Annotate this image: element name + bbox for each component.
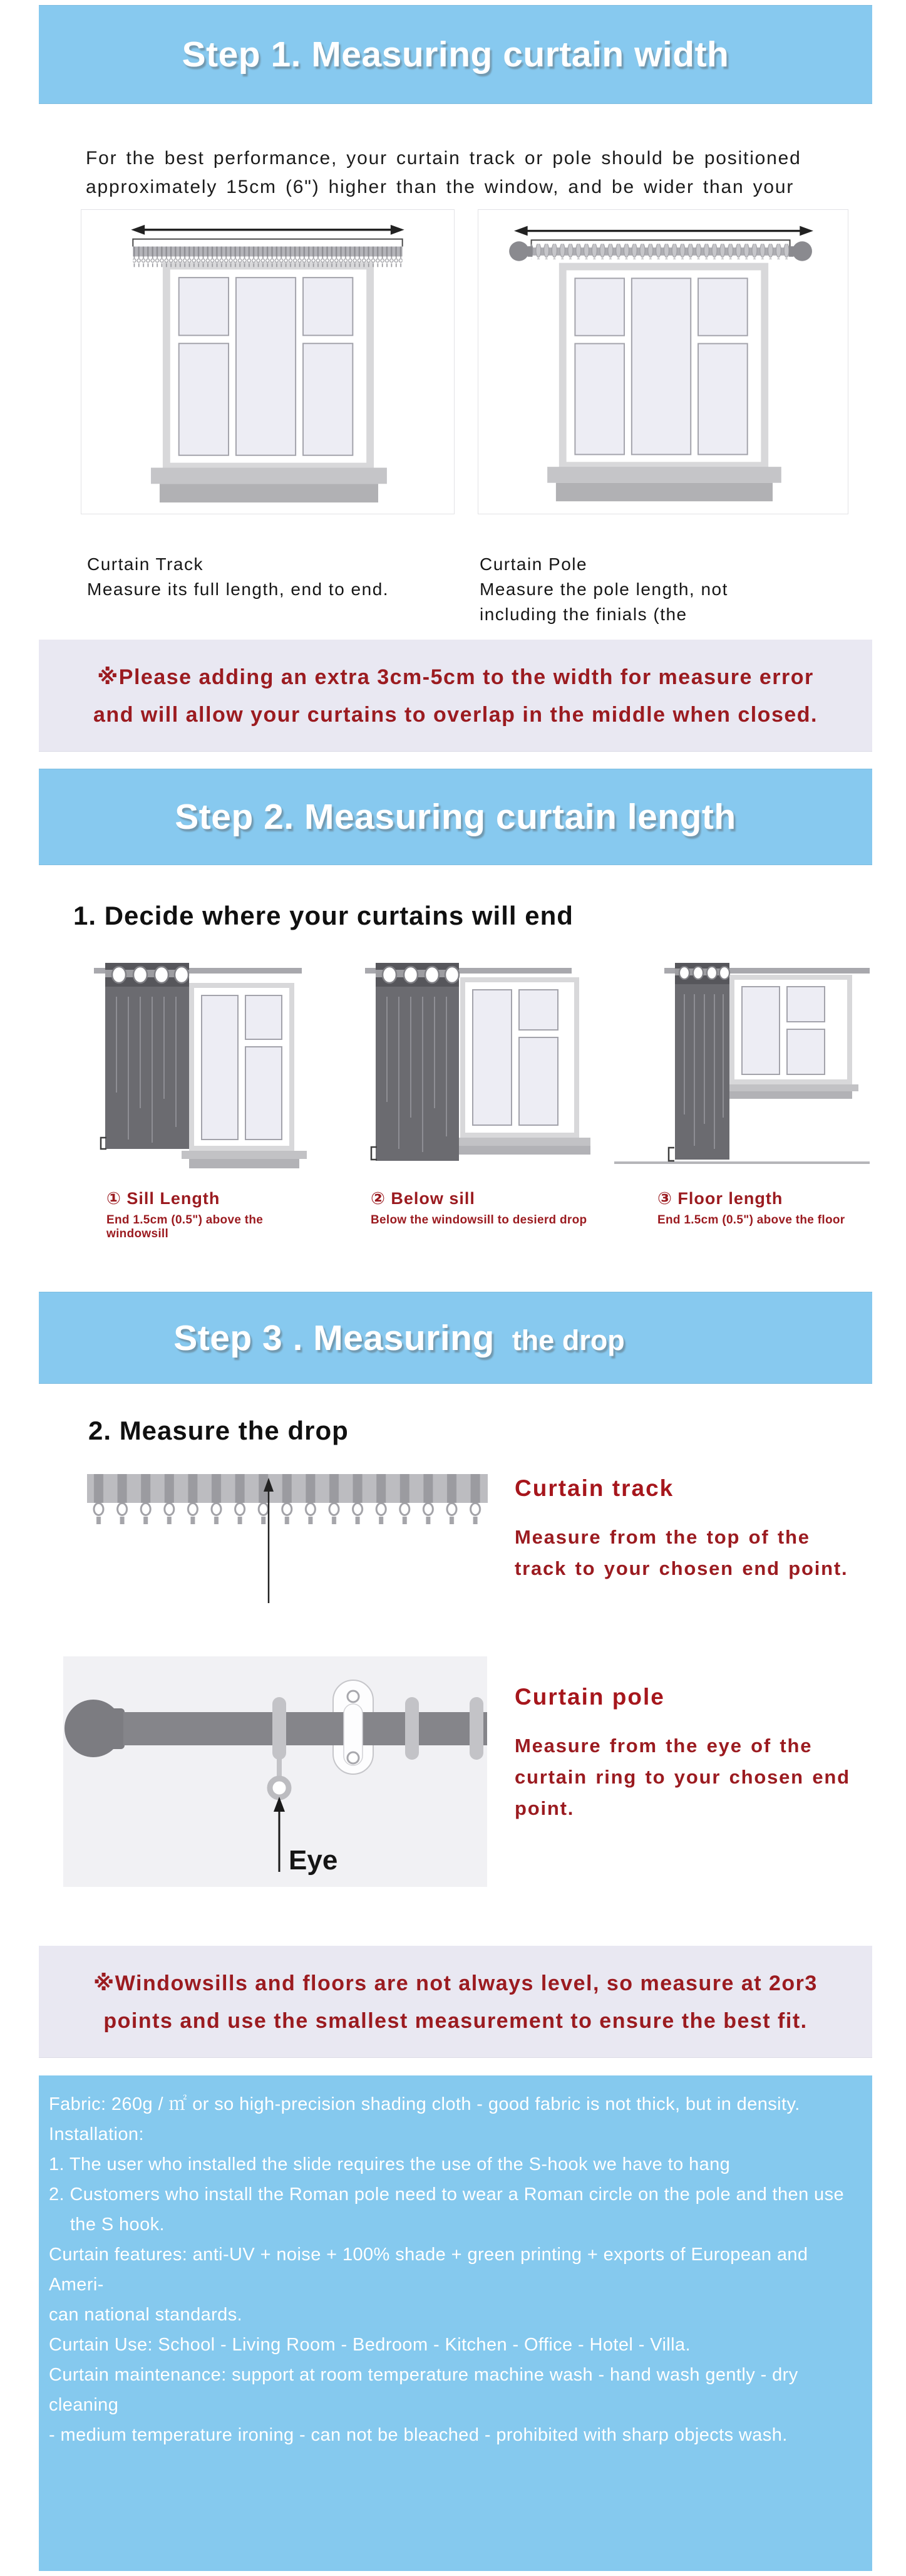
measure-point-bracket: [669, 1148, 674, 1161]
window-icon: [547, 263, 781, 502]
step3-banner-main: Step 3 . Measuring: [173, 1317, 495, 1358]
grommet-icon: [425, 967, 439, 983]
curtain-track-icon: [133, 247, 402, 267]
grommet-icon: [133, 967, 147, 983]
curtain-ring: [470, 1697, 483, 1760]
detail-line: can national standards.: [49, 2305, 243, 2325]
pole-drop-text: [515, 1684, 850, 1824]
detail-line: the S hook.: [49, 2215, 165, 2235]
track-drop-text: [515, 1475, 848, 1584]
below-sill-caption: [365, 1189, 603, 1227]
pole-body-line: Measure from the eye of the: [515, 1735, 813, 1757]
detail-line: - medium temperature ironing - can not be bleached - prohibited with sharp objects wash.: [49, 2425, 788, 2445]
grommet-icon: [175, 967, 188, 983]
step3-banner-title: [173, 1317, 625, 1359]
caption-subtitle: End 1.5cm (0.5") above the windowsill: [106, 1213, 264, 1240]
note-line: ※Windowsills and floors are not always level, so measure at 2or3: [93, 1971, 818, 1995]
caption-title: ② Below sill: [371, 1189, 475, 1208]
floor-length-caption: [614, 1189, 877, 1227]
detail-line: Curtain features: anti-UV + noise + 100% shade + green printing + exports of European and Ameri-: [49, 2245, 813, 2295]
below-sill-figure: [365, 958, 603, 1227]
caption-title: ① Sill Length: [106, 1189, 220, 1208]
window-icon: [151, 262, 387, 502]
top-spacer: [0, 0, 906, 5]
step2-banner: [39, 769, 872, 865]
caption-line: Curtain Pole: [480, 554, 588, 574]
caption-subtitle: Below the windowsill to desierd drop: [371, 1213, 587, 1227]
pole-title: Curtain pole: [515, 1684, 665, 1710]
curtain-icon: [675, 963, 729, 1160]
detail-line: Installation:: [49, 2124, 144, 2144]
pole-drop-figure: [63, 1656, 487, 1887]
curtain-ring: [405, 1697, 419, 1760]
grommet-icon: [404, 967, 418, 983]
grommet-icon: [719, 967, 729, 979]
curtain-track-icon: [87, 1474, 488, 1524]
curtain-pole-window-illustration: [478, 210, 848, 514]
window-icon: [182, 983, 307, 1168]
step3-banner-sub: the drop: [512, 1324, 625, 1356]
curtain-icon: [105, 963, 189, 1149]
step1-banner-title: Step 1. Measuring curtain width: [182, 34, 729, 75]
finial-left: [509, 241, 528, 261]
pole-body-line: point.: [515, 1797, 575, 1819]
width-note: [39, 640, 872, 752]
floor-length-figure: [614, 958, 877, 1227]
track-title: Curtain track: [515, 1475, 674, 1501]
floor-length-illustration: [614, 958, 870, 1177]
curtain-track-figure: [81, 209, 455, 514]
caption-line: Measure the pole length, not: [480, 579, 728, 599]
sill-length-caption: [94, 1189, 319, 1241]
track-body: [515, 1522, 848, 1584]
step3-banner: [39, 1292, 872, 1384]
curtain-icon: [376, 963, 459, 1161]
grommet-icon: [679, 967, 689, 979]
curtain-pole-figure: [478, 209, 848, 514]
pole-drop-section: [0, 1656, 906, 1887]
curtain-ring: [272, 1697, 286, 1760]
ring-eye: [270, 1779, 289, 1797]
note-line: ※Please adding an extra 3cm-5cm to the width for measure error: [97, 665, 814, 689]
detail-line: 2. Customers who install the Roman pole need to wear a Roman circle on the pole and then use: [49, 2184, 845, 2205]
step1-figures: [0, 209, 906, 514]
caption-line: Curtain Track: [87, 554, 203, 574]
curtain-track-caption: [87, 552, 389, 602]
window-icon: [721, 975, 858, 1099]
window-icon: [443, 977, 590, 1155]
grommet-icon: [693, 967, 703, 979]
grommet-icon: [707, 967, 717, 979]
below-sill-illustration: [365, 958, 590, 1177]
track-drop-section: [0, 1474, 906, 1607]
pole-body: [515, 1730, 850, 1824]
sill-length-figure: [94, 958, 319, 1241]
track-body-line: Measure from the top of the: [515, 1526, 810, 1548]
screw-hole: [347, 1691, 359, 1702]
step2-figures: [0, 958, 906, 1240]
step1-captions: [0, 552, 906, 631]
grommet-icon: [155, 967, 168, 983]
note-line: and will allow your curtains to overlap in the middle when closed.: [93, 703, 818, 727]
track-drop-illustration: [87, 1474, 488, 1607]
step2-banner-title: Step 2. Measuring curtain length: [175, 797, 736, 837]
step1-banner: [39, 5, 872, 104]
detail-line: Curtain maintenance: support at room temperature machine wash - hand wash gently - dry cleaning: [49, 2365, 804, 2415]
caption-line: including the finials (the: [480, 605, 687, 624]
grommet-icon: [112, 967, 126, 983]
curtain-pole-icon: [509, 241, 812, 261]
step2-heading: 1. Decide where your curtains will end: [73, 901, 574, 930]
screw-hole: [347, 1752, 359, 1763]
grommet-icon: [383, 967, 396, 983]
note-line: points and use the smallest measurement to ensure the best fit.: [103, 2009, 808, 2033]
finial-right: [793, 241, 812, 261]
sill-block: [160, 484, 378, 502]
sill-length-illustration: [94, 958, 307, 1177]
width-arrow-icon: [514, 226, 813, 236]
eye-arrow-icon: [274, 1797, 285, 1872]
pole-body-line: curtain ring to your chosen end: [515, 1766, 850, 1788]
step3-heading: 2. Measure the drop: [88, 1416, 349, 1445]
measure-bracket: [133, 239, 402, 247]
step1-intro: [86, 144, 881, 202]
intro-line: approximately 15cm (6") higher than the window, and be wider than your: [86, 177, 795, 197]
curtain-pole-caption: [480, 552, 728, 627]
windowsill: [151, 468, 387, 484]
bottom-spacer: [0, 2571, 906, 2576]
detail-line: 1. The user who installed the slide requires the use of the S-hook we have to hang: [49, 2154, 731, 2174]
track-body-line: track to your chosen end point.: [515, 1557, 848, 1579]
detail-line: Fabric: 260g / ㎡ or so high-precision shading cloth - good fabric is not thick, but in density.: [49, 2094, 800, 2114]
eye-label: Eye: [289, 1845, 338, 1876]
caption-line: Measure its full length, end to end.: [87, 579, 389, 599]
level-note: [39, 1946, 872, 2058]
intro-line: For the best performance, your curtain track or pole should be positioned: [86, 148, 801, 169]
pole-drop-illustration: [63, 1656, 487, 1887]
caption-subtitle: End 1.5cm (0.5") above the floor: [657, 1213, 845, 1227]
width-arrow-icon: [131, 225, 404, 235]
curtain-track-window-illustration: [81, 210, 454, 514]
detail-line: Curtain Use: School - Living Room - Bedroom - Kitchen - Office - Hotel - Villa.: [49, 2335, 691, 2355]
grommet-icon: [445, 967, 459, 983]
product-details-box: [39, 2075, 872, 2571]
caption-title: ③ Floor length: [657, 1189, 783, 1208]
